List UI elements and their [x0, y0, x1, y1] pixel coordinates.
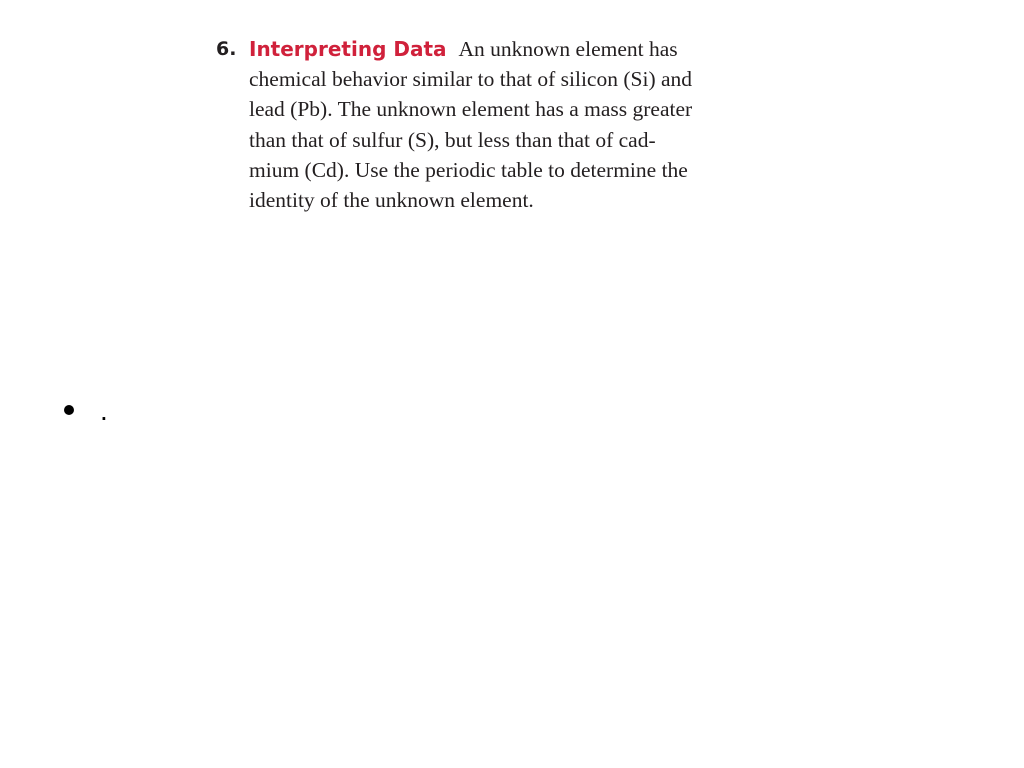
question-line-5: mium (Cd). Use the periodic table to determine the	[249, 157, 688, 182]
question-block	[216, 34, 776, 215]
bullet-text: .	[100, 395, 108, 426]
bullet-item	[60, 394, 140, 430]
question-line-3: lead (Pb). The unknown element has a mass greater	[249, 97, 693, 122]
question-number: 6.	[216, 38, 237, 60]
question-text-1: An unknown element has	[458, 37, 678, 61]
question-body	[249, 34, 776, 215]
question-line-6: identity of the unknown element.	[249, 188, 534, 213]
question-line-1	[249, 34, 776, 64]
question-line-4: than that of sulfur (S), but less than that of cad-	[249, 127, 656, 152]
bullet-icon	[64, 405, 74, 415]
question-line-2: chemical behavior similar to that of silicon (Si) and	[249, 67, 693, 92]
question-heading: Interpreting Data	[249, 37, 447, 61]
